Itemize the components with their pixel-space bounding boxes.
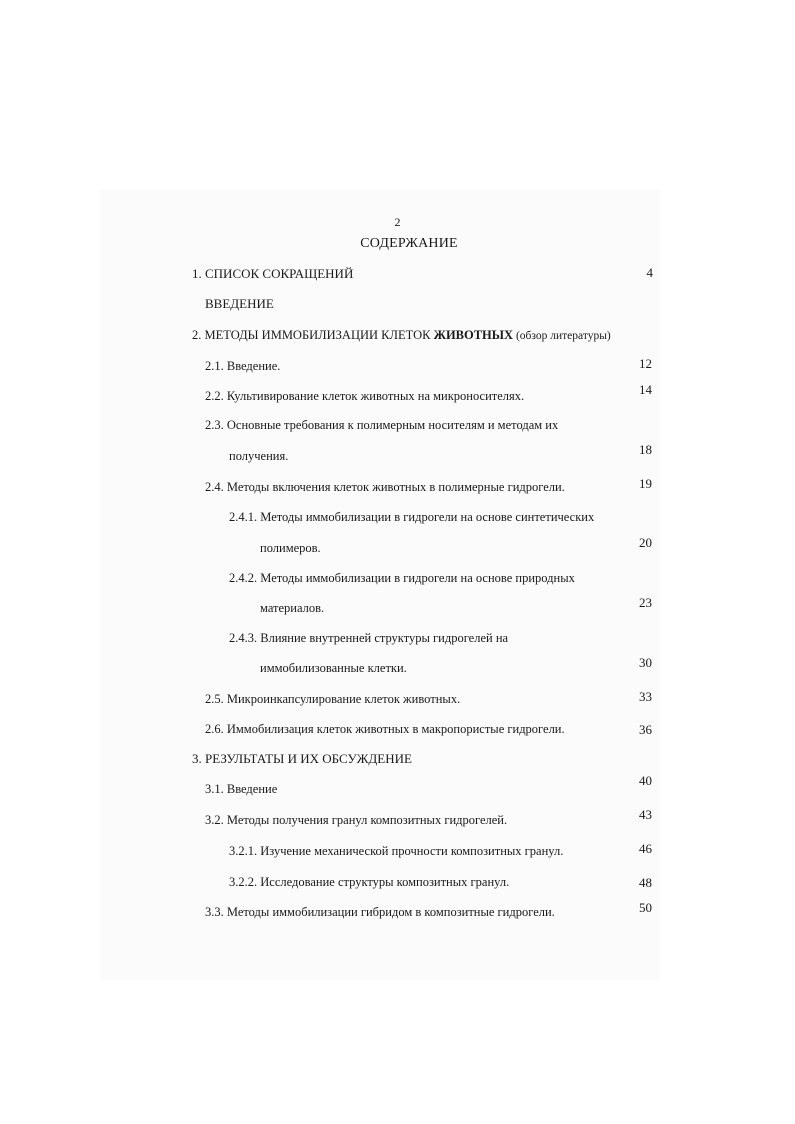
toc-entry-introduction: ВВЕДЕНИЕ xyxy=(205,296,274,311)
toc-entry-2-5: 2.5. Микроинкапсулирование клеток животных. xyxy=(205,692,461,706)
toc-page-number: 23 xyxy=(639,595,652,610)
toc-page-number: 48 xyxy=(639,875,652,890)
toc-entry-section-3: 3. РЕЗУЛЬТАТЫ И ИХ ОБСУЖДЕНИЕ xyxy=(192,751,412,766)
toc-page-number: 33 xyxy=(639,689,652,704)
toc-entry-3-1: 3.1. Введение xyxy=(205,782,278,796)
toc-entry-2-4-1: 2.4.1. Методы иммобилизации в гидрогели на основе синтетических xyxy=(229,510,595,524)
toc-entry-abbreviations: 1. СПИСОК СОКРАЩЕНИЙ xyxy=(192,266,354,281)
toc-page-number: 4 xyxy=(646,265,653,280)
toc-page-number: 20 xyxy=(639,535,652,550)
toc-entry-2-4-2: 2.4.2. Методы иммобилизации в гидрогели на основе природных xyxy=(229,571,575,585)
toc-entry-2-4-1-cont: полимеров. xyxy=(260,541,321,555)
toc-entry-2-4: 2.4. Методы включения клеток животных в полимерные гидрогели. xyxy=(205,480,565,494)
toc-entry-2-3-cont: получения. xyxy=(229,449,289,463)
toc-entry-2-2: 2.2. Культивирование клеток животных на микроносителях. xyxy=(205,389,525,403)
toc-page-number: 30 xyxy=(639,655,652,670)
toc-title: СОДЕРЖАНИЕ xyxy=(360,236,458,251)
toc-entry-3-2-2: 3.2.2. Исследование структуры композитных гранул. xyxy=(229,875,510,889)
toc-entry-3-3: 3.3. Методы иммобилизации гибридом в композитные гидрогели. xyxy=(205,905,555,919)
toc-page-number: 36 xyxy=(639,722,652,737)
toc-entry-2-1: 2.1. Введение. xyxy=(205,359,281,373)
toc-page-number: 50 xyxy=(639,900,652,915)
toc-entry-section-2-suffix: (обзор литературы) xyxy=(513,330,611,342)
toc-entry-2-3: 2.3. Основные требования к полимерным носителям и методам их xyxy=(205,418,559,432)
toc-entry-2-4-3: 2.4.3. Влияние внутренней структуры гидрогелей на xyxy=(229,631,509,645)
toc-entry-section-2-text: 2. МЕТОДЫ ИММОБИЛИЗАЦИИ КЛЕТОК xyxy=(192,328,434,342)
toc-entry-3-2: 3.2. Методы получения гранул композитных гидрогелей. xyxy=(205,813,508,827)
toc-page-number: 12 xyxy=(639,356,652,371)
toc-entry-2-6: 2.6. Иммобилизация клеток животных в макропористые гидрогели. xyxy=(205,722,565,736)
toc-entry-3-2-1: 3.2.1. Изучение механической прочности композитных гранул. xyxy=(229,844,564,858)
toc-page-number: 43 xyxy=(639,807,652,822)
toc-page-number: 40 xyxy=(639,773,652,788)
toc-page-number: 14 xyxy=(639,382,652,397)
toc-entry-section-2-bold: ЖИВОТНЫХ xyxy=(433,328,514,342)
page-number: 2 xyxy=(394,215,401,229)
toc-entry-section-2 xyxy=(192,327,611,344)
toc-page-number: 18 xyxy=(639,442,652,457)
toc-page-number: 19 xyxy=(639,476,652,491)
toc-entry-2-4-2-cont: материалов. xyxy=(260,601,325,615)
toc-page-number: 46 xyxy=(639,841,652,856)
toc-entry-2-4-3-cont: иммобилизованные клетки. xyxy=(260,661,407,675)
